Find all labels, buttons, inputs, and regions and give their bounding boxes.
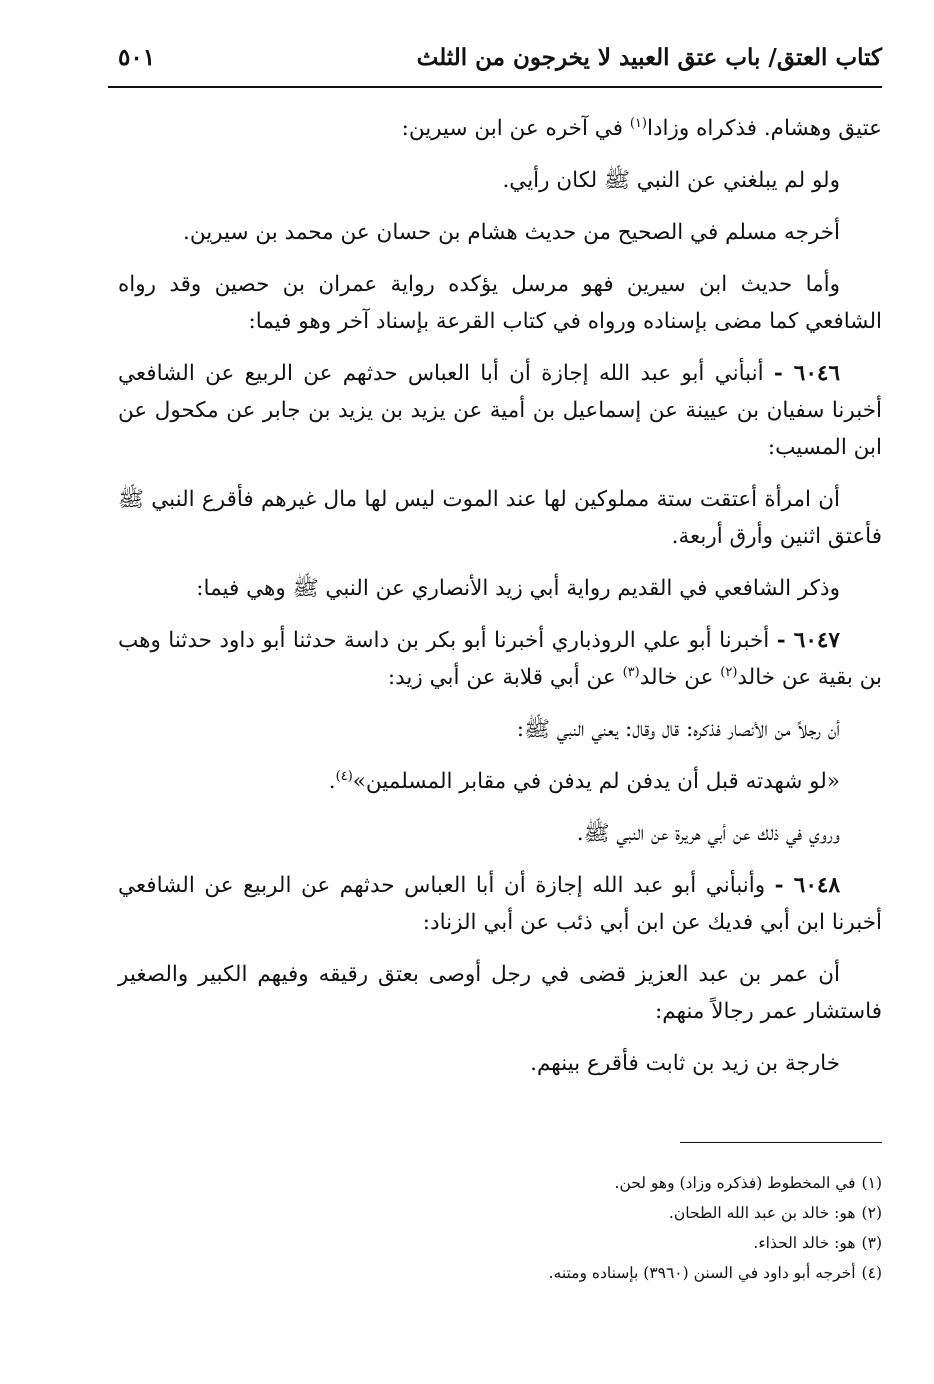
hadith-6047: ٦٠٤٧ - أخبرنا أبو علي الروذباري أخبرنا أبو بكر بن داسة حدثنا أبو داود حدثنا وهب بن بقية عن خالد$^{(٢)}$ عن خالد$^{(٣)}$ عن أبي قلابة عن أبي زيد: [118,628,882,690]
footnote-number: (٤) [861,1264,882,1282]
footnote-text: هو: خالد بن عبد الله الطحان. [668,1204,856,1222]
footnote [118,1198,882,1228]
paragraph: «لو شهدته قبل أن يدفن لم يدفن في مقابر المسلمين»$^{(٤)}$. [328,768,840,794]
footnote-ref: (١) [629,115,647,131]
footnote-ref: (٣) [622,664,640,680]
page-header [108,38,882,88]
hadith-6046: ٦٠٤٦ - أنبأني أبو عبد الله إجازة أن أبا العباس حدثهم عن الربيع عن الشافعي أخبرنا سفيان بن عيينة عن إسماعيل بن أمية عن يزيد بن يزيد بن جابر عن مكحول عن ابن المسيب: [118,361,882,460]
paragraph: أخرجه مسلم في الصحيح من حديث هشام بن حسان عن محمد بن سيرين. [183,220,840,245]
footnote-text: هو: خالد الحذاء. [753,1234,856,1252]
main-text [118,110,882,1097]
hadith-number: ٦٠٤٨ - [774,873,840,898]
footnote [118,1168,882,1198]
page-number: ٥٠١ [118,44,156,71]
hadith-6048: ٦٠٤٨ - وأنبأني أبو عبد الله إجازة أن أبا العباس حدثهم عن الربيع عن الشافعي أخبرنا ابن أبي فديك عن ابن أبي ذئب عن أبي الزناد: [118,873,882,935]
footnote-divider [680,1142,882,1143]
footnote [118,1258,882,1288]
paragraph: أن رجلاً من الأنصار فذكره: قال وقال: يعني النبي ﷺ: [516,717,840,742]
footnote-number: (٢) [861,1204,882,1222]
footnote-ref: (٢) [720,664,738,680]
paragraph: وذكر الشافعي في القديم رواية أبي زيد الأنصاري عن النبي ﷺ وهي فيما: [196,576,840,601]
paragraph: ولو لم يبلغني عن النبي ﷺ لكان رأيي. [502,168,840,193]
running-title: كتاب العتق/ باب عتق العبيد لا يخرجون من الثلث [416,44,882,71]
paragraph: وأما حديث ابن سيرين فهو مرسل يؤكده رواية عمران بن حصين وقد رواه الشافعي كما مضى بإسناده ورواه في كتاب القرعة بإسناد آخر وهو فيما: [118,272,882,334]
hadith-number: ٦٠٤٧ - [776,628,840,653]
paragraph: خارجة بن زيد بن ثابت فأقرع بينهم. [530,1051,840,1076]
footnote-number: (٣) [861,1234,882,1252]
paragraph: أن امرأة أعتقت ستة مملوكين لها عند الموت ليس لها مال غيرهم فأقرع النبي ﷺ فأعتق اثنين وأرق أربعة. [118,487,882,549]
footnote [118,1228,882,1258]
hadith-number: ٦٠٤٦ - [773,361,840,386]
paragraph: عتيق وهشام. فذكراه وزادا$^{(١)}$ في آخره عن ابن سيرين: [401,115,882,141]
footnote-ref: (٤) [335,768,353,784]
footnote-number: (١) [861,1174,882,1192]
paragraph: وروي في ذلك عن أبي هريرة عن النبي ﷺ. [576,821,840,846]
footnotes [118,1168,882,1288]
paragraph: أن عمر بن عبد العزيز قضى في رجل أوصى بعتق رقيقه وفيهم الكبير والصغير فاستشار عمر رجالاً منهم: [118,962,882,1024]
footnote-text: في المخطوط (فذكره وزاد) وهو لحن. [614,1174,856,1192]
footnote-text: أخرجه أبو داود في السنن (٣٩٦٠) بإسناده ومتنه. [548,1264,856,1282]
